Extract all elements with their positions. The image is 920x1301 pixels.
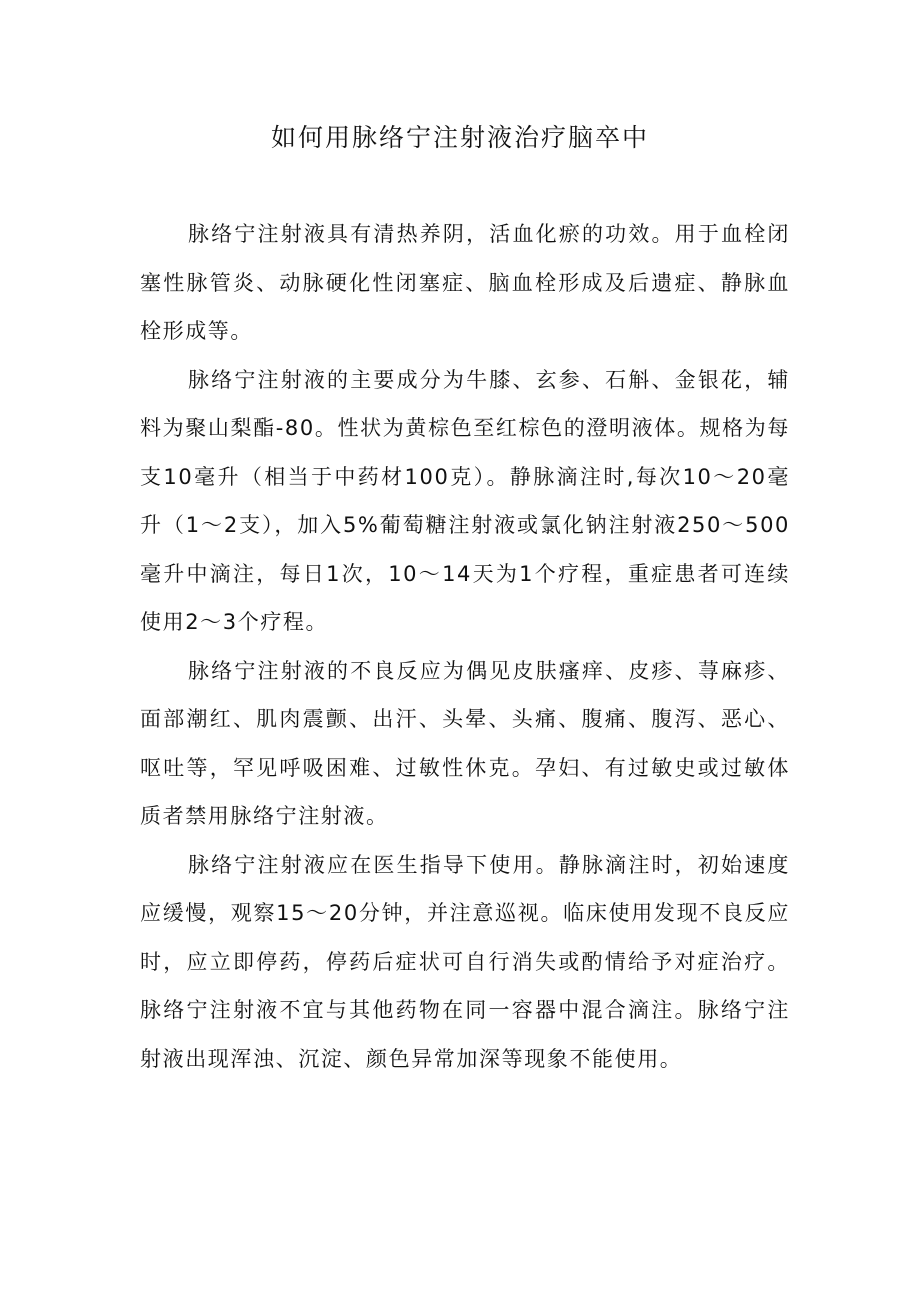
paragraph-efficacy: 脉络宁注射液具有清热养阴，活血化瘀的功效。用于血栓闭塞性脉管炎、动脉硬化性闭塞症、脑血栓形成及后遗症、静脉血栓形成等。: [140, 222, 790, 343]
paragraph-composition-dosage: 脉络宁注射液的主要成分为牛膝、玄参、石斛、金银花，辅料为聚山梨酯-80。性状为黄棕色至红棕色的澄明液体。规格为每支10毫升（相当于中药材100克）。静脉滴注时,每次10～20毫升（1～2支），加入5%葡萄糖注射液或氯化钠注射液250～500毫升中滴注，每日1次，10～14天为1个疗程，重症患者可连续使用2～3个疗程。: [140, 367, 790, 634]
document-title: 如何用脉络宁注射液治疗脑卒中: [270, 123, 649, 152]
paragraph-adverse-reactions: 脉络宁注射液的不良反应为偶见皮肤瘙痒、皮疹、荨麻疹、面部潮红、肌肉震颤、出汗、头晕、头痛、腹痛、腹泻、恶心、呕吐等，罕见呼吸困难、过敏性休克。孕妇、有过敏史或过敏体质者禁用脉络宁注射液。: [140, 658, 790, 828]
paragraph-precautions: 脉络宁注射液应在医生指导下使用。静脉滴注时，初始速度应缓慢，观察15～20分钟，并注意巡视。临床使用发现不良反应时，应立即停药，停药后症状可自行消失或酌情给予对症治疗。脉络宁注射液不宜与其他药物在同一容器中混合滴注。脉络宁注射液出现浑浊、沉淀、颜色异常加深等现象不能使用。: [140, 852, 790, 1071]
document-body: [140, 210, 790, 1083]
